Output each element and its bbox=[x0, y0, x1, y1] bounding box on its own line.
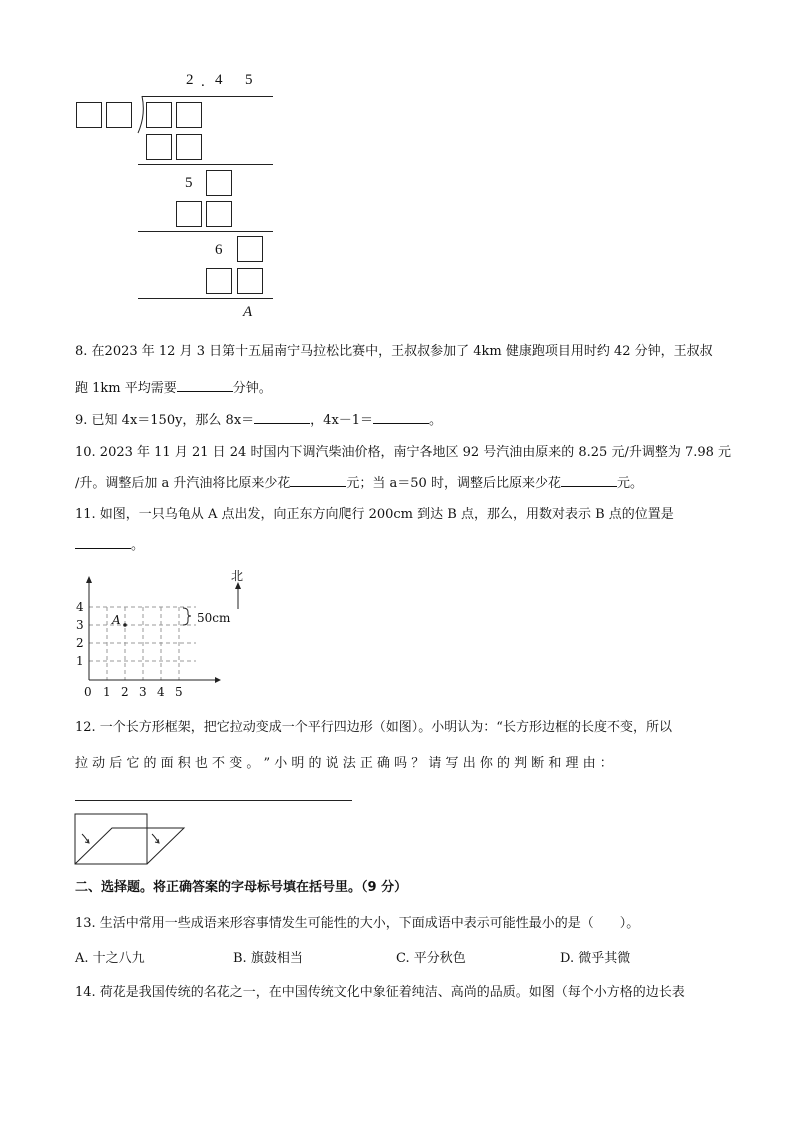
option-a[interactable]: A. 十之八九 bbox=[75, 951, 145, 966]
answer-blank[interactable] bbox=[254, 423, 310, 424]
question-14-stem: 14. 荷花是我国传统的名花之一，在中国传统文化中象征着纯洁、高尚的品质。如图（每个小方格的边长表 bbox=[75, 985, 685, 1000]
question-8-number: 8. bbox=[75, 344, 88, 359]
product-box bbox=[176, 201, 202, 227]
y-tick-label: 4 bbox=[76, 600, 84, 614]
scale-label: 50cm bbox=[197, 611, 231, 625]
remainder-box bbox=[237, 236, 263, 262]
rectangle-parallelogram-figure bbox=[74, 812, 189, 868]
question-10-text-4: 元。 bbox=[616, 476, 643, 491]
quotient-digit: 4 bbox=[215, 72, 223, 88]
option-c[interactable]: C. 平分秋色 bbox=[396, 951, 466, 966]
dividend-box bbox=[146, 102, 172, 128]
y-tick-label: 1 bbox=[76, 654, 84, 668]
x-tick-label: 3 bbox=[139, 685, 147, 699]
x-tick-label: 1 bbox=[103, 685, 111, 699]
product-box bbox=[176, 134, 202, 160]
x-tick-label: 4 bbox=[157, 685, 165, 699]
product-box bbox=[206, 201, 232, 227]
coordinate-grid-figure bbox=[70, 565, 260, 705]
partial-digit: 5 bbox=[185, 175, 193, 191]
x-tick-label: 5 bbox=[175, 685, 183, 699]
question-8-text-2: 跑 1km 平均需要 bbox=[75, 381, 177, 396]
question-9-text-1: 9. 已知 4x＝150y，那么 8x＝ bbox=[75, 413, 255, 428]
answer-blank[interactable] bbox=[75, 548, 131, 549]
divisor-box bbox=[106, 102, 132, 128]
quotient-point: . bbox=[201, 74, 205, 90]
quotient-digit: 5 bbox=[245, 72, 253, 88]
division-bracket bbox=[136, 95, 146, 135]
grid-lines bbox=[89, 607, 196, 680]
question-9-text-2: ，4x－1＝ bbox=[310, 413, 374, 428]
subtraction-line bbox=[138, 298, 273, 299]
answer-blank[interactable] bbox=[290, 486, 346, 487]
question-8-line-1 bbox=[75, 344, 713, 360]
division-bar bbox=[142, 96, 273, 97]
question-11-line-2 bbox=[75, 538, 144, 554]
answer-blank[interactable] bbox=[561, 486, 617, 487]
scale-brace bbox=[183, 608, 191, 625]
question-8-text-3: 分钟。 bbox=[232, 381, 272, 396]
x-axis-arrow bbox=[215, 677, 221, 683]
north-label: 北 bbox=[231, 569, 244, 583]
answer-blank[interactable] bbox=[177, 391, 233, 392]
partial-digit: 6 bbox=[215, 242, 223, 258]
x-tick-label: 2 bbox=[121, 685, 129, 699]
option-b[interactable]: B. 旗鼓相当 bbox=[233, 951, 303, 966]
answer-line[interactable] bbox=[75, 800, 352, 801]
product-box bbox=[146, 134, 172, 160]
y-axis-arrow bbox=[86, 576, 92, 583]
question-12-line-2: 拉 动 后 它 的 面 积 也 不 变 。 ” 小 明 的 说 法 正 确 吗 ？ 请 写 出 你 的 判 断 和 理 由 ： bbox=[75, 756, 613, 771]
question-10-text-3: 元；当 a＝50 时，调整后比原来少花 bbox=[346, 476, 561, 491]
subtraction-line bbox=[138, 231, 273, 232]
answer-blank[interactable] bbox=[373, 423, 429, 424]
question-9 bbox=[75, 413, 442, 429]
question-12-line-1: 12. 一个长方形框架，把它拉动变成一个平行四边形（如图）。小明认为：“长方形边框的长度不变，所以 bbox=[75, 720, 672, 735]
product-box bbox=[206, 268, 232, 294]
question-10-text-2: /升。调整后加 a 升汽油将比原来少花 bbox=[75, 476, 291, 491]
remainder-box bbox=[206, 170, 232, 196]
question-11-line-1: 11. 如图，一只乌龟从 A 点出发，向正东方向爬行 200cm 到达 B 点，那么，用数对表示 B 点的位置是 bbox=[75, 507, 674, 522]
y-tick-label: 2 bbox=[76, 636, 84, 650]
quotient-digit: 2 bbox=[186, 72, 194, 88]
final-label: A bbox=[243, 304, 253, 320]
point-a bbox=[123, 623, 127, 627]
question-8-text: 在2023 年 12 月 3 日第十五届南宁马拉松比赛中，王叔叔参加了 4km 健康跑项目用时约 42 分钟，王叔叔 bbox=[91, 344, 713, 359]
section-2-heading: 二、选择题。将正确答案的字母标号填在括号里。（9 分） bbox=[75, 880, 408, 895]
subtraction-line bbox=[138, 164, 273, 165]
point-a-label: A bbox=[112, 613, 121, 627]
product-box bbox=[237, 268, 263, 294]
dividend-box bbox=[176, 102, 202, 128]
option-d[interactable]: D. 微乎其微 bbox=[560, 951, 631, 966]
y-tick-label: 3 bbox=[76, 618, 84, 632]
question-8-line-2 bbox=[75, 381, 272, 397]
question-13-stem: 13. 生活中常用一些成语来形容事情发生可能性的大小，下面成语中表示可能性最小的是（ ）。 bbox=[75, 916, 640, 931]
question-10-line-1: 10. 2023 年 11 月 21 日 24 时国内下调汽柴油价格，南宁各地区 92 号汽油由原来的 8.25 元/升调整为 7.98 元 bbox=[75, 445, 732, 460]
question-9-text-3: 。 bbox=[429, 413, 443, 428]
question-10-line-2 bbox=[75, 476, 643, 492]
question-11-text-2: 。 bbox=[131, 538, 145, 553]
x-tick-label: 0 bbox=[84, 685, 92, 699]
divisor-box bbox=[76, 102, 102, 128]
